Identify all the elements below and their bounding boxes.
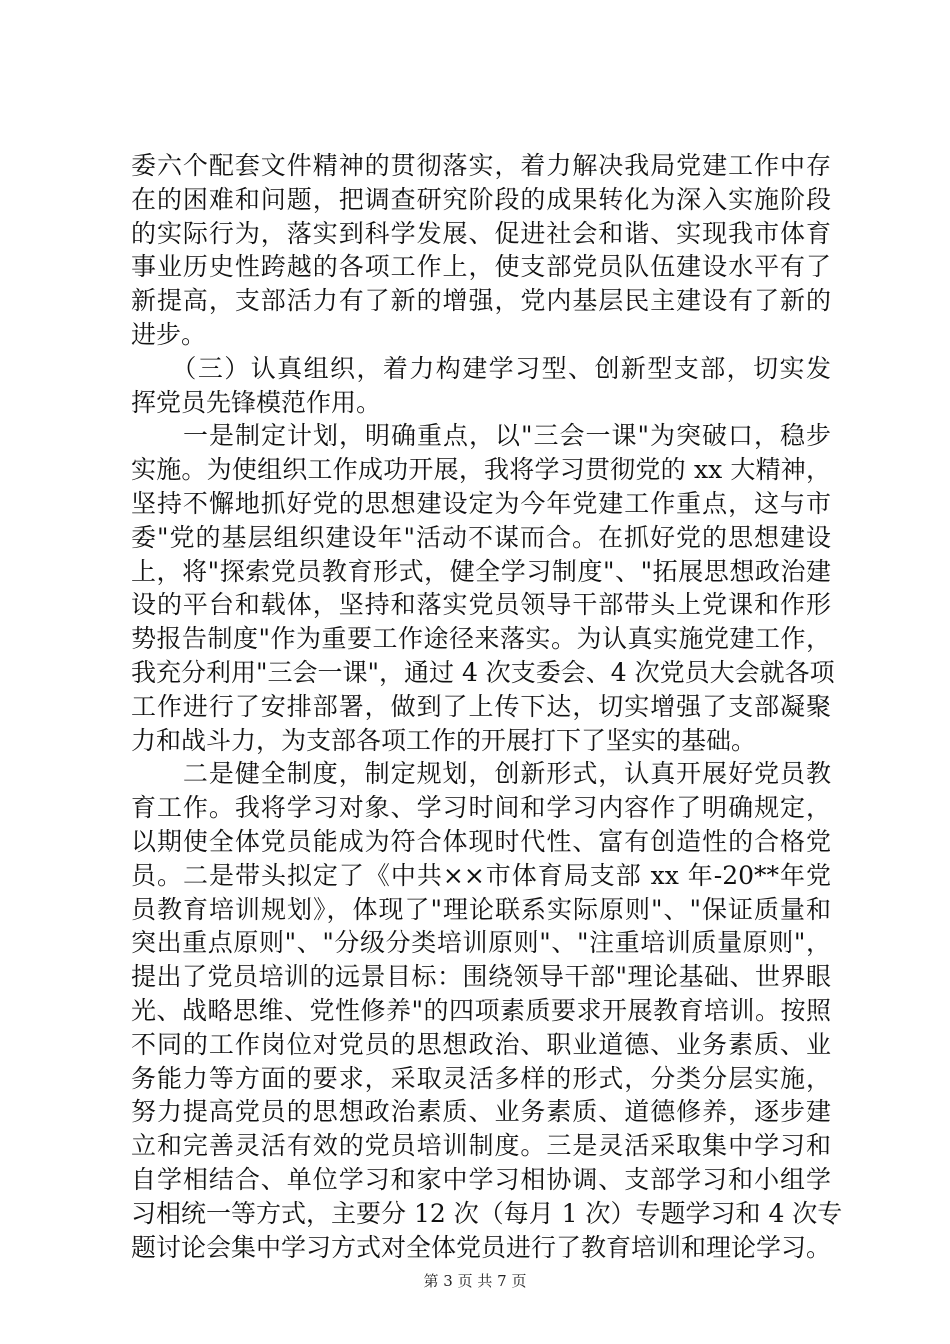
text-line: 实施。为使组织工作成功开展，我将学习贯彻党的 xx 大精神，	[131, 455, 831, 485]
text-line: 不同的工作岗位对党员的思想政治、职业道德、业务素质、业	[131, 1029, 831, 1059]
text-line: 员。二是带头拟定了《中共××市体育局支部 xx 年-20**年党	[131, 860, 831, 890]
text-line: 设的平台和载体，坚持和落实党员领导干部带头上党课和作形	[131, 590, 831, 620]
text-line: 自学相结合、单位学习和家中学习相协调、支部学习和小组学	[131, 1164, 831, 1194]
document-body	[131, 149, 843, 1264]
text-line: 力和战斗力，为支部各项工作的开展打下了坚实的基础。	[131, 725, 757, 755]
text-line: 以期使全体党员能成为符合体现时代性、富有创造性的合格党	[131, 826, 831, 856]
text-line: 题讨论会集中学习方式对全体党员进行了教育培训和理论学习。	[131, 1232, 832, 1262]
text-line: 一是制定计划，明确重点，以"三会一课"为突破口，稳步	[131, 421, 831, 451]
text-line: （三）认真组织，着力构建学习型、创新型支部，切实发	[131, 353, 831, 383]
text-line: 进步。	[131, 319, 207, 349]
text-line: 上，将"探索党员教育形式，健全学习制度"、"拓展思想政治建	[131, 556, 831, 586]
text-line: 势报告制度"作为重要工作途径来落实。为认真实施党建工作，	[131, 624, 831, 654]
text-line: 新提高，支部活力有了新的增强，党内基层民主建设有了新的	[131, 286, 831, 316]
text-line: 挥党员先锋模范作用。	[131, 387, 382, 417]
text-line: 在的困难和问题，把调查研究阶段的成果转化为深入实施阶段	[131, 184, 831, 214]
text-line: 的实际行为，落实到科学发展、促进社会和谐、实现我市体育	[131, 218, 831, 248]
page-number-footer: 第 3 页 共 7 页	[423, 1272, 527, 1290]
text-line: 工作进行了安排部署，做到了上传下达，切实增强了支部凝聚	[131, 691, 831, 721]
text-line: 坚持不懈地抓好党的思想建设定为今年党建工作重点，这与市	[131, 488, 831, 518]
text-line: 突出重点原则"、"分级分类培训原则"、"注重培训质量原则"，	[131, 928, 831, 958]
text-line: 提出了党员培训的远景目标：围绕领导干部"理论基础、世界眼	[131, 962, 831, 992]
text-line: 光、战略思维、党性修养"的四项素质要求开展教育培训。按照	[131, 995, 831, 1025]
text-line: 立和完善灵活有效的党员培训制度。三是灵活采取集中学习和	[131, 1131, 831, 1161]
text-line: 二是健全制度，制定规划，创新形式，认真开展好党员教	[131, 759, 831, 789]
text-line: 习相统一等方式，主要分 12 次（每月 1 次）专题学习和 4 次专	[131, 1198, 843, 1228]
text-line: 我充分利用"三会一课"，通过 4 次支委会、4 次党员大会就各项	[131, 657, 835, 687]
text-line: 委"党的基层组织建设年"活动不谋而合。在抓好党的思想建设	[131, 522, 831, 552]
text-line: 委六个配套文件精神的贯彻落实，着力解决我局党建工作中存	[131, 151, 831, 180]
text-line: 员教育培训规划》，体现了"理论联系实际原则"、"保证质量和	[131, 894, 831, 924]
text-line: 务能力等方面的要求，采取灵活多样的形式，分类分层实施，	[131, 1063, 831, 1093]
text-line: 育工作。我将学习对象、学习时间和学习内容作了明确规定，	[131, 793, 831, 823]
text-line: 事业历史性跨越的各项工作上，使支部党员队伍建设水平有了	[131, 252, 831, 282]
text-line: 努力提高党员的思想政治素质、业务素质、道德修养，逐步建	[131, 1097, 831, 1127]
